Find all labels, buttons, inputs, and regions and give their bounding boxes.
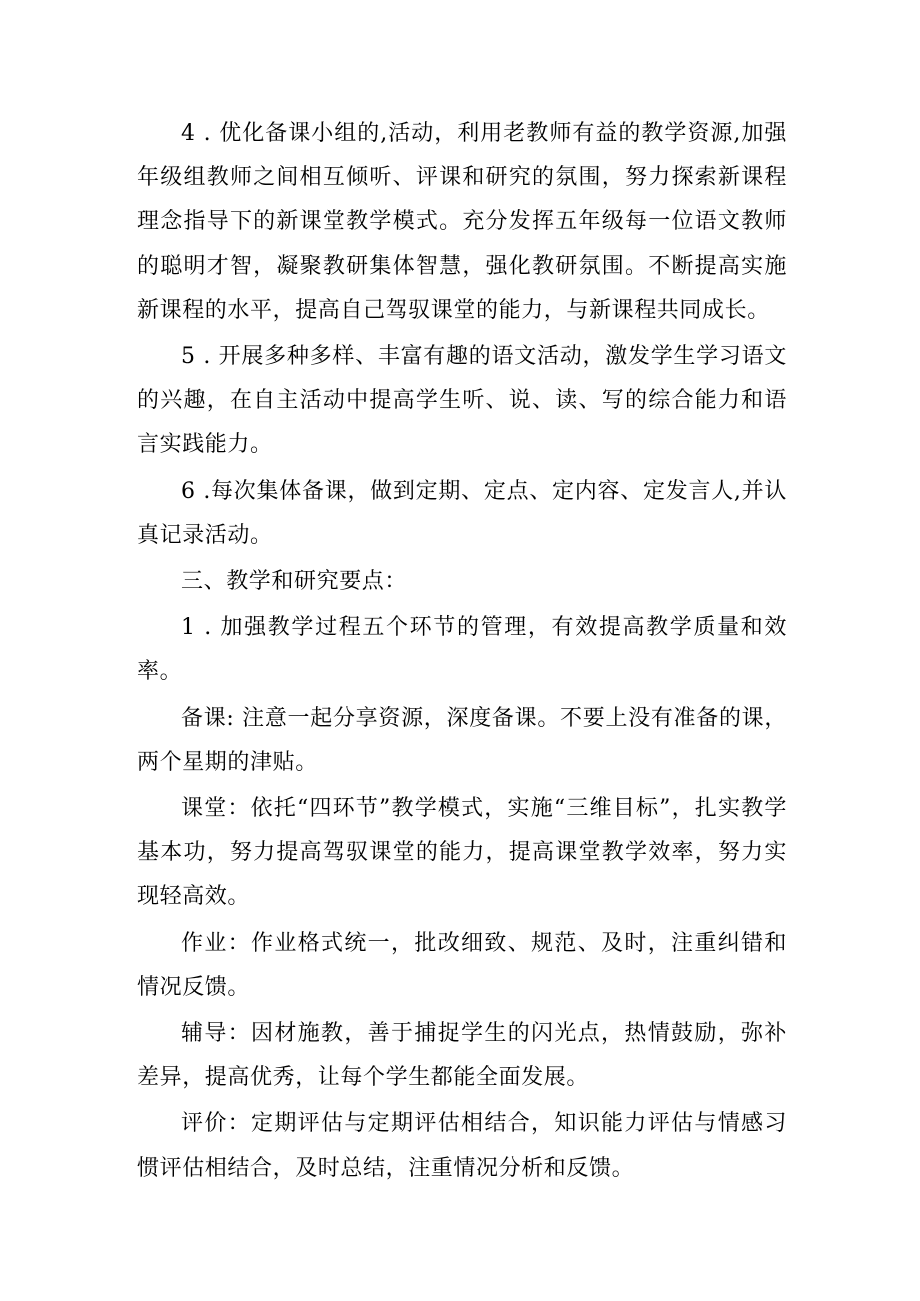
paragraph-item-4: 4 . 优化备课小组的,活动，利用老教师有益的教学资源,加强年级组教师之间相互倾听、评课和研究的氛围，努力探索新课程理念指导下的新课堂教学模式。充分发挥五年级每一位语文教师的聪明才智，凝聚教研集体智慧，强化教研氛围。不断提高实施新课程的水平，提高自己驾驭课堂的能力，与新课程共同成长。: [137, 121, 787, 323]
paragraph-tutoring: 辅导：因材施教，善于捕捉学生的闪光点，热情鼓励，弥补差异，提高优秀，让每个学生都能全面发展。: [137, 1021, 787, 1091]
paragraph-lesson-prep: 备课: 注意一起分享资源，深度备课。不要上没有准备的课，两个星期的津贴。: [137, 705, 787, 775]
paragraph-homework: 作业：作业格式统一，批改细致、规范、及时，注重纠错和情况反馈。: [137, 930, 787, 1000]
document-body: [137, 112, 787, 1193]
paragraph-item-5: 5 . 开展多种多样、丰富有趣的语文活动，激发学生学习语文的兴趣，在自主活动中提高学生听、说、读、写的综合能力和语言实践能力。: [137, 344, 787, 458]
paragraph-item-6: 6 .每次集体备课，做到定期、定点、定内容、定发言人,并认真记录活动。: [137, 478, 787, 548]
paragraph-classroom: 课堂：依托“四环节”教学模式，实施“三维目标”，扎实教学基本功，努力提高驾驭课堂的能力，提高课堂教学效率，努力实现轻高效。: [137, 796, 787, 910]
paragraph-point-1: 1 . 加强教学过程五个环节的管理，有效提高教学质量和效率。: [137, 615, 787, 685]
paragraph-evaluation: 评价：定期评估与定期评估相结合，知识能力评估与情感习惯评估相结合，及时总结，注重情况分析和反馈。: [137, 1111, 787, 1181]
section-heading-3: 三、教学和研究要点：: [181, 569, 408, 595]
